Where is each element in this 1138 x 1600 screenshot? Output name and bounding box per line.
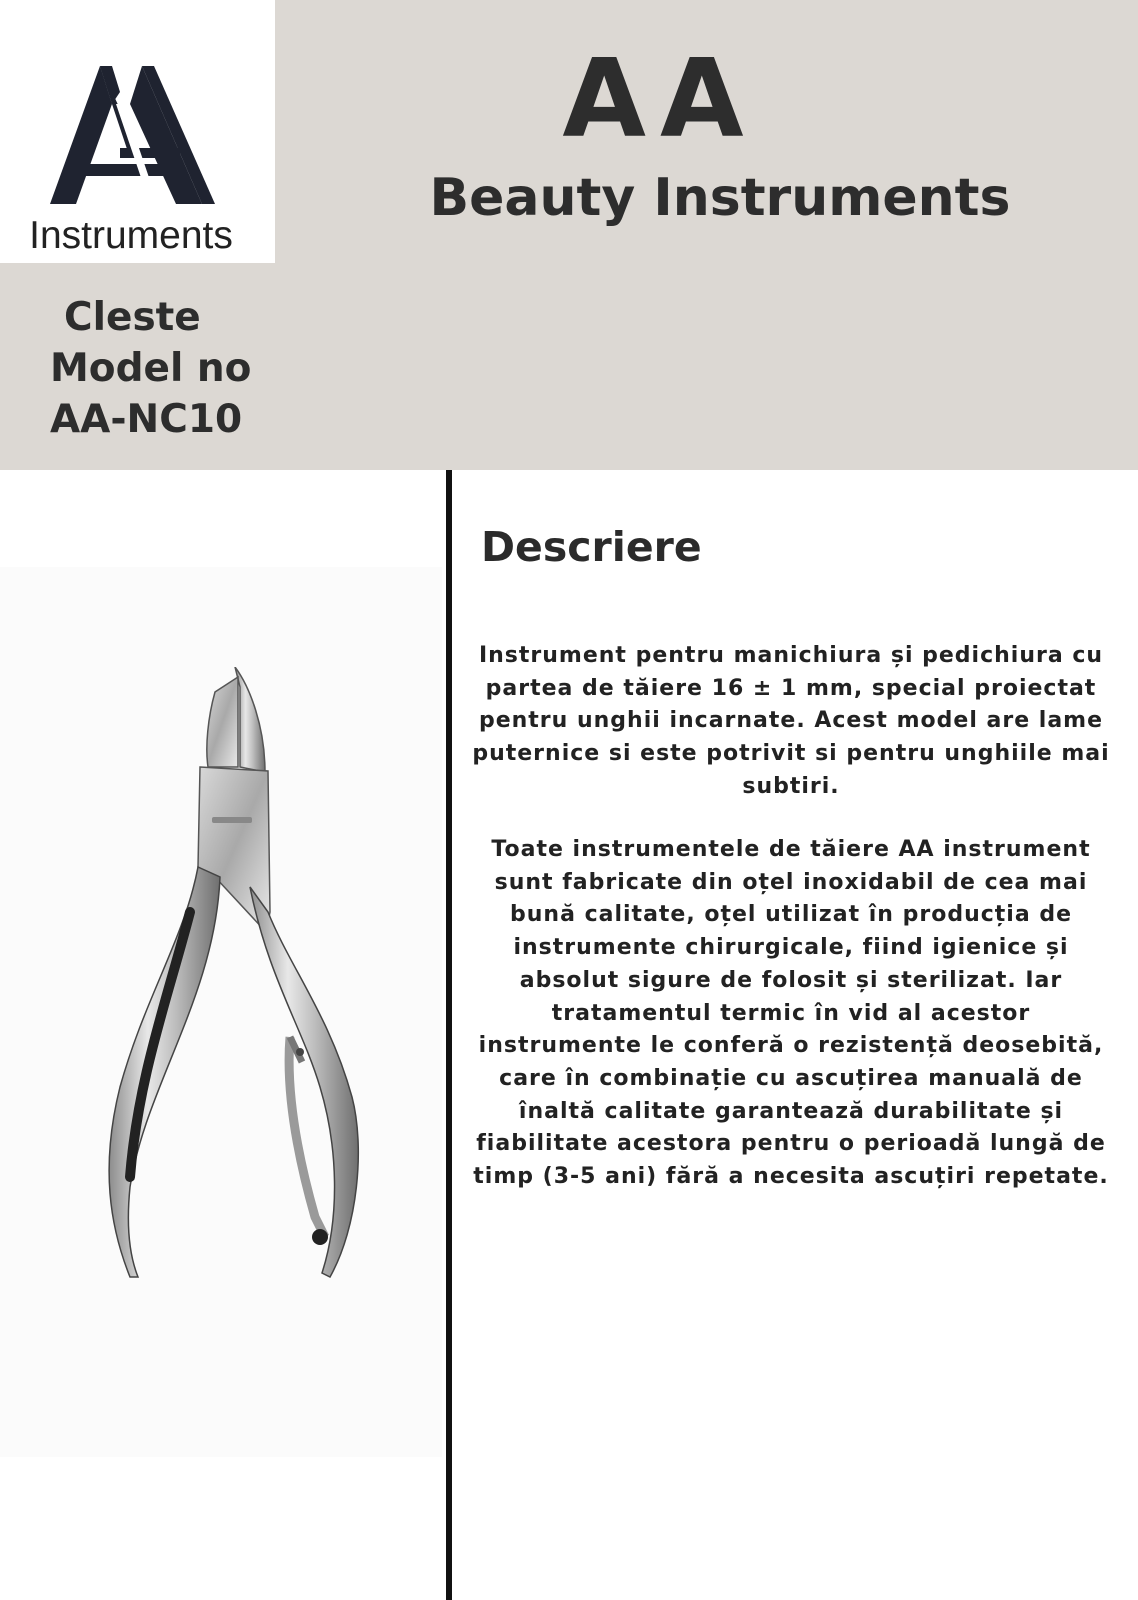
product-name: Cleste	[64, 295, 201, 340]
model-block	[50, 292, 290, 445]
description-paragraph-2: Toate instrumentele de tăiere AA instrument sunt fabricate din oțel inoxidabil de cea mai bună calitate, oțel utilizat în producția de instrumente chirurgicale, fiind igienice și absolut sigure de folosit și sterilizat. Iar tratamentul termic în vid al acestor instrumente le conferă o rezistență deosebită, care în combinație cu ascuțirea manuală de înaltă calitate garantează durabilitate și fiabilitate acestora pentru o perioadă lungă de timp (3-5 ani) fără a necesita ascuțiri repetate.	[473, 837, 1109, 1190]
model-number: AA-NC10	[50, 397, 243, 442]
logo	[0, 0, 275, 263]
header-band	[0, 0, 1138, 470]
model-label: Model no	[50, 346, 252, 391]
nail-nipper-icon	[90, 667, 380, 1307]
vertical-divider	[446, 470, 452, 1600]
logo-caption: Instruments	[29, 214, 233, 257]
aa-monogram-icon	[50, 64, 215, 214]
brand-subtitle: Beauty Instruments	[429, 168, 1011, 228]
description-paragraph-1: Instrument pentru manichiura și pedichiura cu partea de tăiere 16 ± 1 mm, special proiectat pentru unghii incarnate. Acest model are lame puternice si este potrivit si pentru unghiile mai subtiri.	[472, 643, 1110, 799]
brand-title: AA	[562, 37, 758, 162]
product-image-panel	[0, 567, 442, 1457]
description-title: Descriere	[481, 523, 702, 571]
